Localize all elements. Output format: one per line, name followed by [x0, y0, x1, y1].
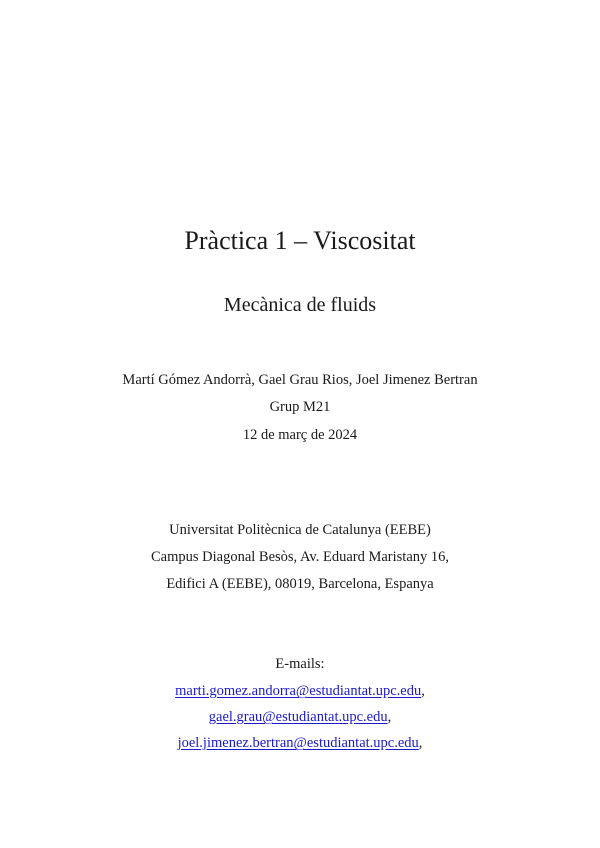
date: 12 de març de 2024 [242, 427, 358, 443]
institution-address-line2: Edifici A (EEBE), 08019, Barcelona, Espanya [166, 576, 434, 592]
document-subtitle: Mecànica de fluids [223, 294, 377, 316]
email-separator: , [418, 735, 423, 751]
authors: Martí Gómez Andorrà, Gael Grau Rios, Joel Jimenez Bertran [122, 372, 478, 388]
email-separator: , [387, 709, 392, 725]
email-separator: , [421, 683, 425, 699]
emails-label: E-mails: [275, 656, 325, 672]
group: Grup M21 [269, 399, 331, 415]
institution-name: Universitat Politècnica de Catalunya (EEBE) [169, 522, 431, 538]
email-line [0, 708, 600, 726]
email-line [0, 682, 600, 700]
document-title: Pràctica 1 – Viscositat [184, 226, 416, 255]
email-link[interactable]: marti.gomez.andorra@estudiantat.upc.edu [175, 683, 422, 699]
email-line [0, 734, 600, 752]
email-link[interactable]: gael.grau@estudiantat.upc.edu [208, 709, 388, 725]
email-link[interactable]: joel.jimenez.bertran@estudiantat.upc.edu [177, 735, 419, 751]
institution-address-line1: Campus Diagonal Besòs, Av. Eduard Maristany 16, [150, 549, 449, 565]
